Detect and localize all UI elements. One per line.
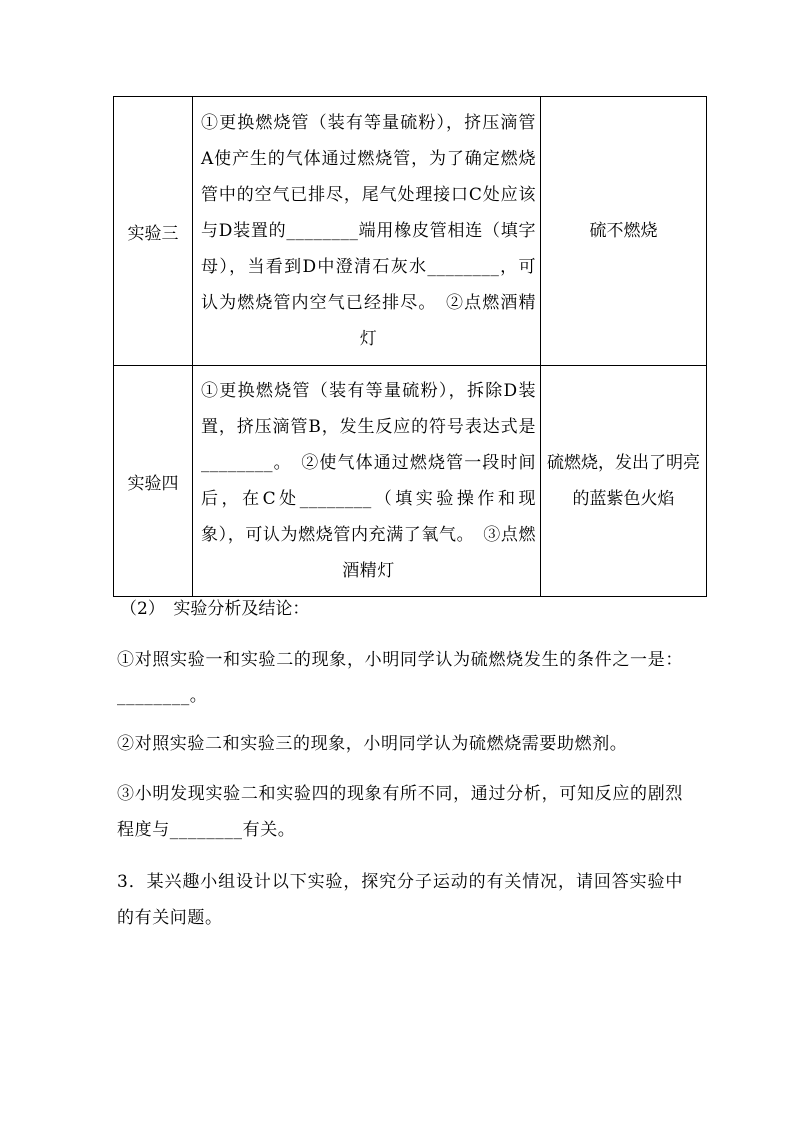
procedure-text: ①更换燃烧管（装有等量硫粉），拆除D装置，挤压滴管B，发生反应的符号表达式是________。 ②使气体通过燃烧管一段时间后，在C处________（填实验操作和现象），可认为燃烧管内充满了氧气。 ③点燃酒精灯 [201,381,536,581]
procedure-text: ①更换燃烧管（装有等量硫粉），挤压滴管A使产生的气体通过燃烧管，为了确定燃烧管中的空气已排尽，尾气处理接口C处应该与D装置的________端用橡皮管相连（填字母），当看到D中澄清石灰水________，可认为燃烧管内空气已经排尽。 ②点燃酒精灯 [201,113,536,349]
experiment-name-cell: 实验三 [114,97,193,366]
conclusion-item-1: ①对照实验一和实验二的现象，小明同学认为硫燃烧发生的条件之一是：________。 [117,650,683,706]
experiment-table [113,96,707,597]
analysis-heading: （2） 实验分析及结论： [120,599,310,619]
conclusion-item-2: ②对照实验二和实验三的现象，小明同学认为硫燃烧需要助燃剂。 [117,734,628,754]
phenomenon-cell: 硫燃烧，发出了明亮的蓝紫色火焰 [541,366,707,597]
table-row [114,366,707,597]
experiment-name-cell: 实验四 [114,366,193,597]
conclusion-item-3: ③小明发现实验二和实验四的现象有所不同，通过分析，可知反应的剧烈程度与________有关。 [117,784,683,840]
phenomenon-cell: 硫不燃烧 [541,97,707,366]
procedure-cell [193,366,541,597]
table-row [114,97,707,366]
procedure-cell [193,97,541,366]
question-3: 3．某兴趣小组设计以下实验，探究分子运动的有关情况，请回答实验中的有关问题。 [117,872,683,928]
